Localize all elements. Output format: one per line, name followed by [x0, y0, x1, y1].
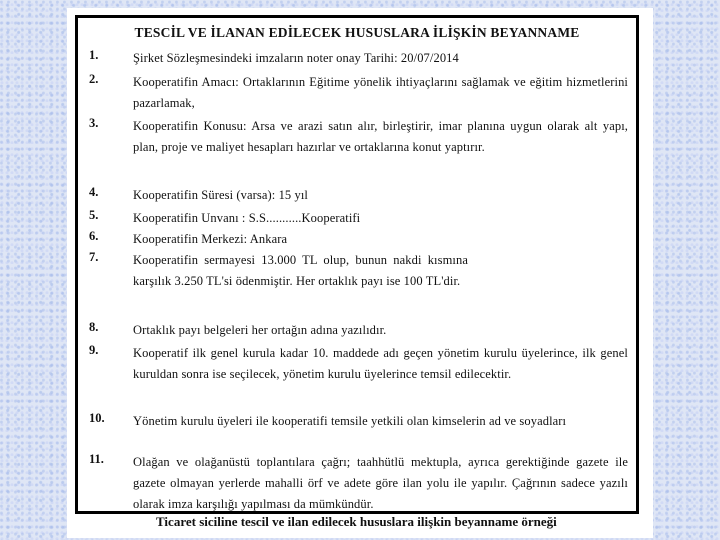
- list-item: [89, 48, 628, 69]
- item-text: Kooperatifin Konusu: Arsa ve arazi satın alır, birleştirir, imar planına uygun olarak alt yapı, plan, proje ve maliyet hesapları hazırlar ve ortaklarına konut yaptırır.: [133, 119, 628, 154]
- item-text: Ortaklık payı belgeleri her ortağın adına yazılıdır.: [133, 323, 387, 337]
- list-item: [89, 208, 628, 229]
- item-number: 9.: [89, 343, 99, 357]
- list-item: [89, 320, 628, 341]
- item-number: 1.: [89, 48, 99, 62]
- item-number: 8.: [89, 320, 99, 334]
- list-item: [89, 116, 628, 158]
- item-number: 11.: [89, 452, 104, 466]
- item-number: 7.: [89, 250, 99, 264]
- figure-caption: Ticaret siciline tescil ve ilan edilecek hususlara ilişkin beyanname örneği: [156, 514, 557, 529]
- item-text: Olağan ve olağanüstü toplantılara çağrı; taahhütlü mektupla, ayrıca gerektiğinde gazete ile gazete olmayan yerlerde mahalli örf ve adete göre ilan yolu ile yapılır. Çağrının sadece yazılı olarak imza karşılığı yapılması da mümkündür.: [133, 455, 628, 511]
- item-text: Yönetim kurulu üyeleri ile kooperatifi temsile yetkili olan kimselerin ad ve soyadları: [133, 414, 567, 428]
- item-number: 10.: [89, 411, 105, 425]
- list-item: [89, 250, 628, 292]
- list-item: [89, 343, 628, 385]
- declaration-frame: [75, 15, 639, 514]
- item-text: Kooperatifin Unvanı : S.S...........Kooperatifi: [133, 211, 361, 225]
- list-item: [89, 185, 628, 206]
- document-title: TESCİL VE İLANAN EDİLECEK HUSUSLARA İLİŞKİN BEYANNAME: [134, 25, 580, 40]
- item-text: Kooperatifin Amacı: Ortaklarının Eğitime yönelik ihtiyaçlarını sağlamak ve eğitim hizmetlerini pazarlamak,: [133, 75, 628, 110]
- item-text: Kooperatifin sermayesi 13.000 TL olup, bunun nakdi kısmına karşılık 3.250 TL'si ödenmiştir. Her ortaklık payı ise 100 TL'dir.: [133, 253, 468, 288]
- item-number: 5.: [89, 208, 99, 222]
- list-item: [89, 229, 628, 250]
- item-number: 4.: [89, 185, 99, 199]
- item-number: 2.: [89, 72, 99, 86]
- item-number: 6.: [89, 229, 99, 243]
- item-number: 3.: [89, 116, 99, 130]
- item-text: Kooperatif ilk genel kurula kadar 10. maddede adı geçen yönetim kurulu üyelerince, ilk genel kuruldan sonra ise seçilecek, yönetim kurulu üyelerince temsil edilecektir.: [133, 346, 628, 381]
- item-text: Kooperatifin Merkezi: Ankara: [133, 232, 288, 246]
- item-text: Şirket Sözleşmesindeki imzaların noter onay Tarihi: 20/07/2014: [133, 51, 459, 65]
- list-item: [89, 452, 628, 515]
- item-text: Kooperatifin Süresi (varsa): 15 yıl: [133, 188, 308, 202]
- document-page: [67, 8, 653, 538]
- list-item: [89, 411, 628, 432]
- list-item: [89, 72, 628, 114]
